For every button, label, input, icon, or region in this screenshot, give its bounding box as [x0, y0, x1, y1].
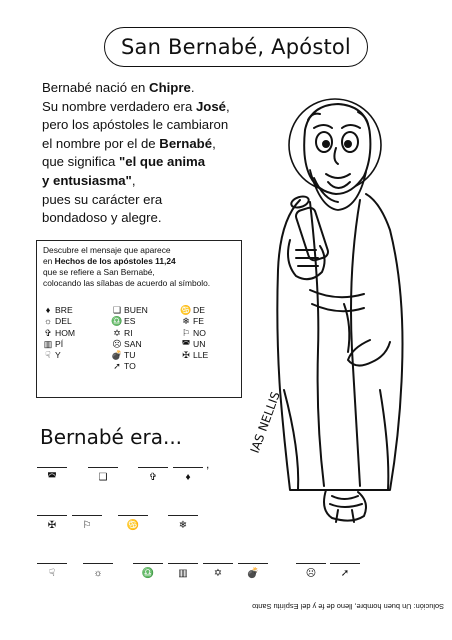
symbol-icon: ➚: [113, 361, 121, 372]
answer-symbol-icon: ♋: [126, 520, 140, 531]
symbol-icon: ◚: [181, 338, 191, 349]
answer-symbol-icon: ❑: [98, 472, 108, 483]
intro-text: que significa: [42, 154, 119, 170]
symbol-icon: ✞: [44, 327, 52, 338]
symbol-icon: ♦: [45, 305, 51, 315]
symbol-key-item: [110, 305, 148, 316]
answer-blank[interactable]: [88, 467, 118, 483]
answer-symbol-icon: ▥: [178, 568, 188, 579]
syllable-label: RI: [124, 327, 133, 338]
answer-line: [37, 563, 67, 564]
symbol-key-item: [110, 328, 148, 339]
symbol-key-item: [179, 316, 208, 327]
symbol-icon: ♎: [111, 316, 123, 327]
answer-symbol-icon: ♦: [185, 472, 191, 483]
syllable-label: BUEN: [124, 305, 148, 315]
answer-symbol-icon: ✡: [213, 568, 223, 579]
answer-line: [173, 467, 203, 468]
answer-blank[interactable]: [37, 467, 67, 483]
symbol-key-item: [110, 339, 148, 350]
answer-blank[interactable]: [72, 515, 102, 531]
answer-comma: ,: [206, 457, 210, 471]
answer-blank[interactable]: [37, 563, 67, 579]
syllable-label: Y: [55, 350, 61, 361]
symbol-key-item: [41, 328, 75, 339]
puzzle-box: [36, 240, 242, 398]
answer-blank[interactable]: [168, 563, 198, 579]
answer-line: [37, 467, 67, 468]
puzzle-line-2-prefix: en: [43, 256, 55, 266]
puzzle-reference: Hechos de los apóstoles 11,24: [54, 256, 176, 266]
answer-symbol-icon: ☼: [93, 568, 103, 579]
answer-blank[interactable]: [37, 515, 67, 531]
intro-text: ,: [226, 98, 230, 114]
answer-blank[interactable]: [238, 563, 268, 579]
symbol-icon: ♋: [180, 305, 192, 315]
intro-text: pero los apóstoles le cambiaron: [42, 117, 229, 133]
answer-blank[interactable]: [133, 563, 163, 579]
answer-line: [138, 467, 168, 468]
symbol-icon: ✡: [113, 327, 121, 338]
symbol-icon: ▥: [43, 338, 53, 349]
answer-line: [118, 515, 148, 516]
syllable-label: FE: [193, 316, 204, 327]
symbol-icon: ⚐: [181, 327, 191, 338]
answer-line: [88, 467, 118, 468]
syllable-label: UN: [193, 338, 206, 349]
symbol-key-item: [41, 316, 75, 327]
intro-bold-text: y entusiasma": [42, 172, 132, 188]
answer-blank[interactable]: [296, 563, 326, 579]
answer-line: [133, 563, 163, 564]
intro-bold-text: Bernabé: [159, 135, 213, 151]
syllable-label: TO: [124, 361, 136, 372]
intro-text: ,: [131, 172, 136, 188]
symbol-key-item: [179, 350, 208, 361]
answer-symbol-icon: ♎: [141, 568, 155, 579]
intro-text: bondadoso y alegre.: [42, 210, 162, 226]
intro-text: el nombre por el de: [42, 135, 160, 151]
symbol-key-item: [110, 361, 148, 372]
answer-blank[interactable]: [83, 563, 113, 579]
intro-text: ,: [212, 135, 216, 151]
answer-symbol-icon: ⚐: [82, 520, 92, 531]
syllable-label: DE: [193, 305, 205, 315]
answer-blank[interactable]: [173, 467, 203, 483]
page-title: [104, 27, 368, 67]
symbol-key-item: [179, 328, 208, 339]
answer-symbol-icon: ◚: [47, 472, 57, 483]
intro-bold-text: "el que anima: [118, 154, 206, 170]
symbol-key-column-2: [110, 305, 148, 373]
answer-line: [168, 563, 198, 564]
symbol-key-item: [110, 316, 148, 327]
answer-line: [238, 563, 268, 564]
solution-text: Solución: Un buen hombre, lleno de fe y del Espíritu Santo: [252, 602, 444, 611]
syllable-label: BRE: [55, 305, 73, 315]
answer-symbol-icon: ✞: [148, 472, 158, 483]
intro-text: pues su carácter era: [42, 191, 163, 207]
symbol-icon: ☹: [112, 338, 122, 349]
answer-line: [330, 563, 360, 564]
answer-symbol-icon: ☹: [305, 568, 317, 579]
symbol-icon: 💣: [111, 350, 123, 361]
symbol-key-item: [41, 305, 75, 316]
intro-text: .: [190, 80, 195, 95]
answer-blank[interactable]: [168, 515, 198, 531]
answer-symbol-icon: ✠: [47, 520, 57, 531]
answer-blank[interactable]: [138, 467, 168, 483]
symbol-key-item: [110, 350, 148, 361]
symbol-key-column-3: [179, 305, 208, 361]
answer-line: [296, 563, 326, 564]
intro-bold-text: José: [195, 98, 227, 114]
syllable-label: TU: [124, 350, 136, 361]
symbol-key-item: [179, 339, 208, 350]
syllable-label: NO: [193, 327, 206, 338]
answer-symbol-icon: ☟: [48, 568, 56, 579]
puzzle-line-2: [43, 256, 239, 267]
syllable-label: ES: [124, 316, 136, 327]
era-heading: Bernabé era...: [40, 425, 183, 449]
answer-line: [37, 515, 67, 516]
symbol-icon: ❑: [112, 305, 122, 315]
artist-signature: IAS NELLIS: [247, 389, 283, 456]
puzzle-instructions: [43, 245, 239, 289]
symbol-key-item: [179, 305, 208, 316]
syllable-label: DEL: [55, 316, 72, 327]
puzzle-line-3: que se refiere a San Bernabé,: [43, 267, 155, 277]
puzzle-line-4: colocando las sílabas de acuerdo al símbolo.: [43, 278, 211, 288]
symbol-icon: ☟: [45, 350, 51, 361]
symbol-icon: ☼: [43, 316, 53, 327]
answer-line: [72, 515, 102, 516]
syllable-label: HOM: [55, 327, 76, 338]
syllable-label: SAN: [124, 338, 142, 349]
saint-barnabas-illustration: [240, 90, 440, 540]
answer-line: [168, 515, 198, 516]
intro-text: Su nombre verdadero era: [42, 98, 196, 114]
page-title-text: San Bernabé, Apóstol: [121, 35, 351, 59]
symbol-icon: ✠: [182, 350, 190, 361]
symbol-key-item: [41, 339, 75, 350]
symbol-key-item: [41, 350, 75, 361]
answer-line: [203, 563, 233, 564]
symbol-key-column-1: [41, 305, 75, 361]
intro-bold-text: Chipre: [149, 80, 191, 95]
answer-symbol-icon: ➚: [340, 568, 350, 579]
answer-blank[interactable]: [118, 515, 148, 531]
answer-blank[interactable]: [203, 563, 233, 579]
intro-text: Bernabé nació en: [42, 80, 150, 95]
answer-symbol-icon: ❄: [178, 520, 188, 531]
symbol-icon: ❄: [182, 316, 190, 327]
puzzle-line-1: Descubre el mensaje que aparece: [43, 245, 171, 255]
answer-line: [83, 563, 113, 564]
answer-blank[interactable]: [330, 563, 360, 579]
answer-symbol-icon: 💣: [246, 568, 260, 579]
syllable-label: LLE: [193, 350, 209, 361]
syllable-label: PÍ: [55, 338, 64, 349]
